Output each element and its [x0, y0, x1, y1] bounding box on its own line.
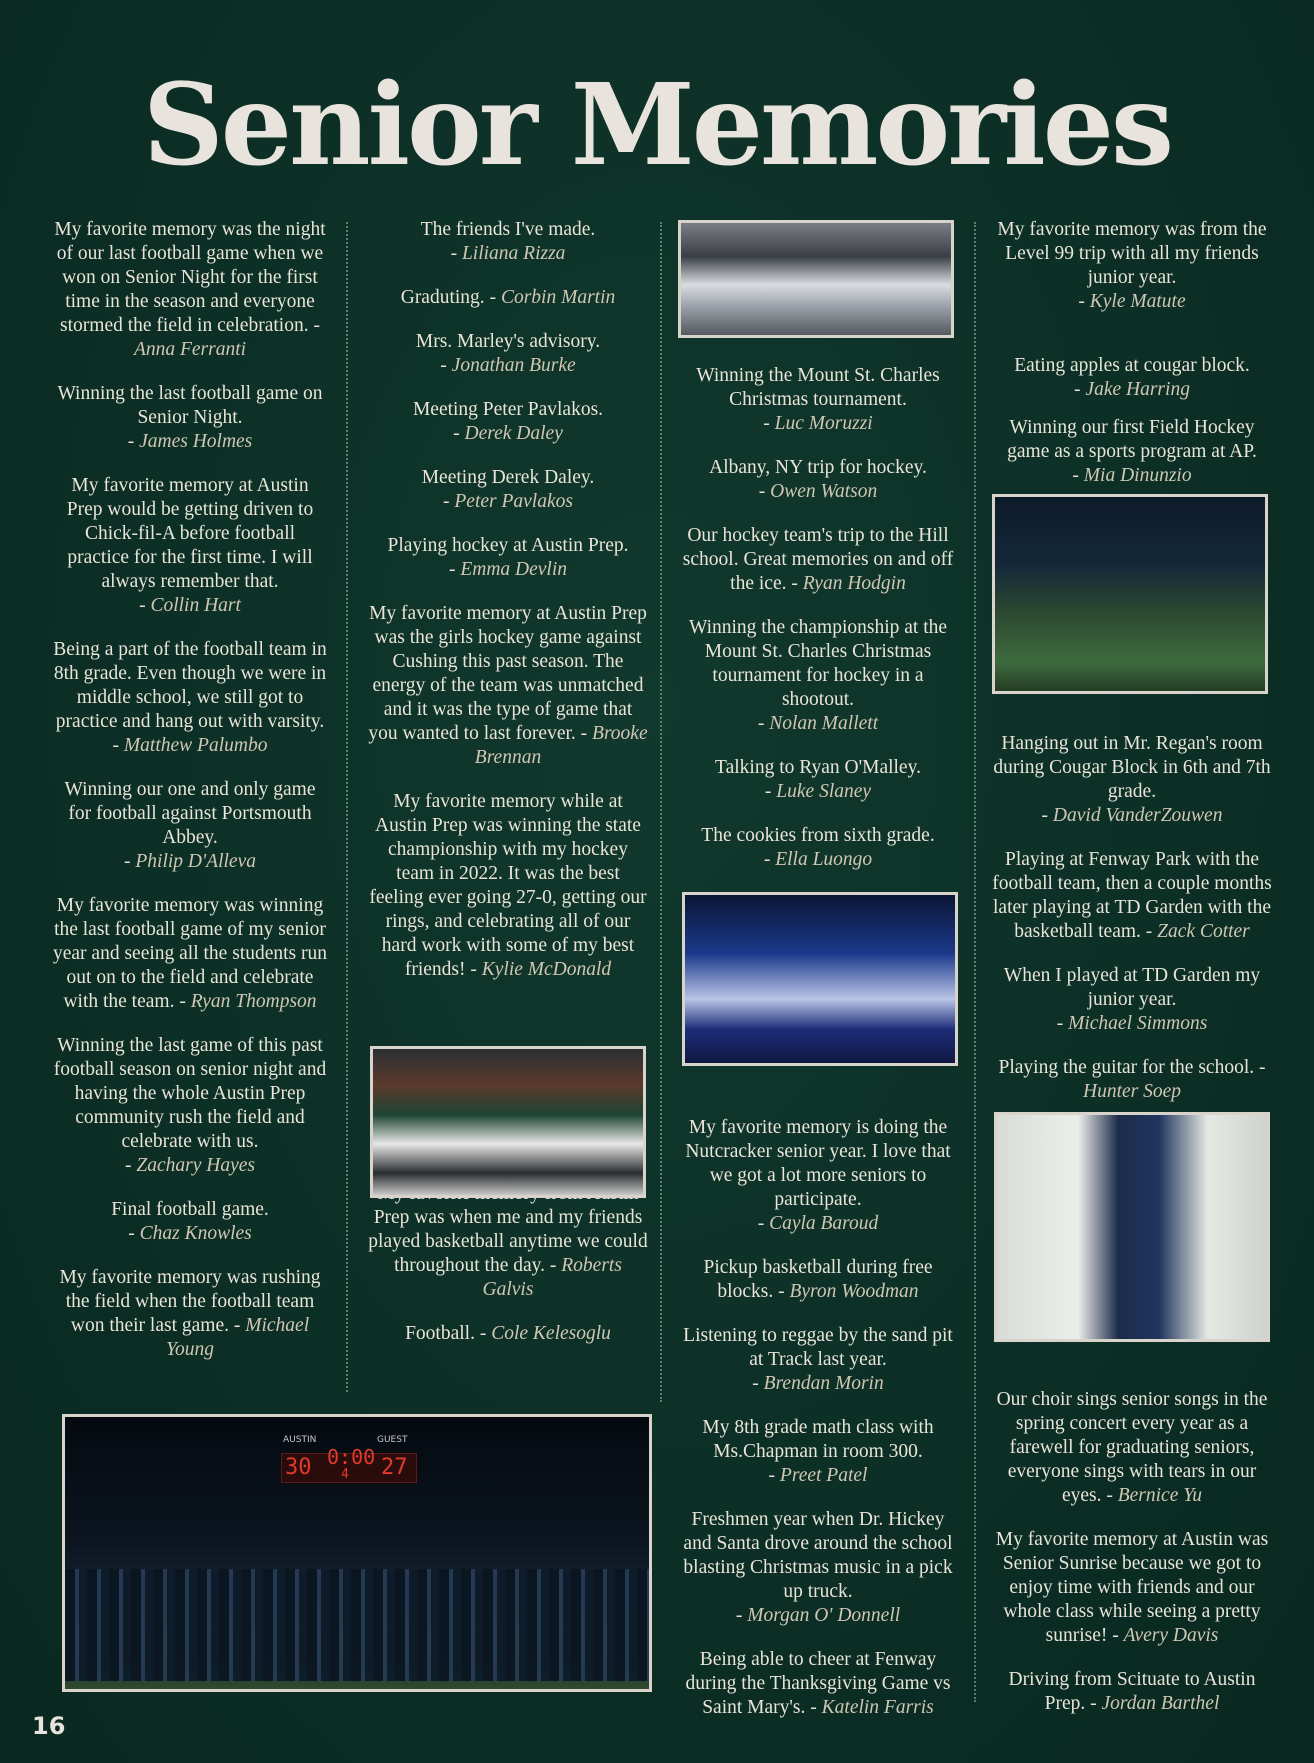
memory-text: Albany, NY trip for hockey. — [709, 457, 927, 478]
memory-item: Winning our one and only game for football against Portsmouth Abbey. - Philip D'Alleva — [64, 779, 316, 872]
memory-text: My favorite memory was rushing the field when the football team won their last game. — [59, 1267, 321, 1336]
girls-hockey-team-photo — [370, 1046, 646, 1198]
memory-text: My 8th grade math class with Ms.Chapman in room 300. — [702, 1417, 934, 1462]
memory-text: My favorite memory at Austin Prep was the girls hockey game against Cushing this past season. The energy of the team was unmatched and it was the type of game that you wanted to last forever. — [368, 603, 647, 744]
memory-item: Being a part of the football team in 8th grade. Even though we were in middle school, we still got to practice and hang out with varsity. - Matthew Palumbo — [53, 639, 327, 756]
memory-author: Cole Kelesoglu — [491, 1323, 611, 1344]
memory-item: My favorite memory at Austin was Senior Sunrise because we got to enjoy time with friends and our whole class while seeing a pretty sunrise! - Avery Davis — [995, 1529, 1269, 1646]
field-hockey-photo — [992, 494, 1268, 694]
memory-author: Philip D'Alleva — [135, 851, 256, 872]
memory-author: Avery Davis — [1123, 1625, 1219, 1646]
memory-text: Meeting Peter Pavlakos. — [412, 399, 604, 420]
memory-text: Meeting Derek Daley. — [421, 467, 595, 488]
memory-text: My favorite memory was from the Level 99 trip with all my friends junior year. — [997, 219, 1267, 288]
memory-author: Luc Moruzzi — [774, 413, 873, 434]
scoreboard-period: 4 — [341, 1467, 349, 1482]
memory-text: Freshmen year when Dr. Hickey and Santa drove around the school blasting Christmas music in a pick up truck. — [683, 1509, 953, 1602]
memory-text: The friends I've made. — [420, 219, 596, 240]
memory-item: Playing at Fenway Park with the football team, then a couple months later playing at TD Garden with the basketball team. - Zack Cotter — [992, 849, 1272, 942]
memory-text: Football. — [405, 1323, 475, 1344]
memory-text: Being a part of the football team in 8th grade. Even though we were in middle school, we still got to practice and hang out with varsity. — [53, 639, 327, 732]
memory-item: Winning the last game of this past football season on senior night and having the whole Austin Prep community rush the field and celebrate with us. - Zachary Hayes — [53, 1035, 327, 1176]
column-divider — [660, 222, 662, 1402]
memory-text: When I played at TD Garden my junior year. — [1003, 965, 1261, 1010]
memory-item: Football. - Cole Kelesoglu — [405, 1323, 611, 1344]
memory-text: Hanging out in Mr. Regan's room during Cougar Block in 6th and 7th grade. — [993, 733, 1271, 802]
memory-author: Morgan O' Donnell — [747, 1605, 901, 1626]
memory-text: Winning our first Field Hockey game as a sports program at AP. — [1007, 417, 1257, 462]
memory-text: Final football game. — [111, 1199, 269, 1220]
memory-author: Roberts Galvis — [482, 1255, 622, 1300]
guitar-performance-photo — [994, 1112, 1270, 1342]
memory-text: My favorite memory is doing the Nutcracker senior year. I love that we got a lot more seniors to participate. — [685, 1117, 951, 1210]
memory-author: Preet Patel — [779, 1465, 868, 1486]
memory-author: Jonathan Burke — [451, 355, 576, 376]
memory-author: Byron Woodman — [789, 1281, 919, 1302]
memories-column-1 — [52, 218, 328, 1398]
memory-item: My favorite memory was winning the last football game of my senior year and seeing all the students run out on to the field and celebrate with the team. - Ryan Thompson — [53, 895, 327, 1012]
scoreboard — [281, 1435, 415, 1539]
memory-text: My favorite memory was the night of our last football game when we won on Senior Night for the first time in the season and everyone stormed the field in celebration. — [54, 219, 326, 336]
memory-author: Hunter Soep — [1082, 1081, 1182, 1102]
memory-item: Mrs. Marley's advisory. - Jonathan Burke — [415, 331, 601, 376]
memory-author: Derek Daley — [464, 423, 563, 444]
memory-item: Listening to reggae by the sand pit at Track last year. - Brendan Morin — [683, 1325, 953, 1394]
memory-text: Being able to cheer at Fenway during the Thanksgiving Game vs Saint Mary's. — [685, 1649, 951, 1718]
memory-author: Nolan Mallett — [769, 713, 879, 734]
column-divider — [346, 222, 348, 1392]
memory-author: Ryan Thompson — [190, 991, 317, 1012]
memory-text: Playing the guitar for the school. — [998, 1057, 1255, 1078]
memory-item: Our hockey team's trip to the Hill school. Great memories on and off the ice. - Ryan Hodgin — [682, 525, 954, 594]
memory-item: Graduting. - Corbin Martin — [400, 287, 616, 308]
scoreboard-home-score: 30 — [285, 1455, 312, 1480]
memory-item: Winning the last football game on Senior Night. - James Holmes — [57, 383, 323, 452]
memory-text: My favorite memory was winning the last football game of my senior year and seeing all the students run out on to the field and celebrate with the team. — [53, 895, 327, 1012]
memory-item: My favorite memory while at Austin Prep was winning the state championship with my hockey team in 2022. It was the best feeling ever going 27-0, getting our rings, and celebrating all of our hard work with some of my best friends! - Kylie McDonald — [369, 791, 647, 980]
memory-text: Winning the last football game on Senior Night. — [57, 383, 323, 428]
memory-text: Winning the championship at the Mount St. Charles Christmas tournament for hockey in a shootout. — [688, 617, 948, 710]
team-group — [65, 1569, 652, 1681]
memory-author: Kylie McDonald — [481, 959, 612, 980]
memory-item: Winning the Mount St. Charles Christmas tournament. - Luc Moruzzi — [696, 365, 940, 434]
memory-author: Michael Simmons — [1068, 1013, 1208, 1034]
memory-item: When I played at TD Garden my junior year. - Michael Simmons — [1003, 965, 1261, 1034]
memory-item: Hanging out in Mr. Regan's room during Cougar Block in 6th and 7th grade. - David VanderZouwen — [993, 733, 1271, 826]
memory-text: My favorite memory at Austin was Senior Sunrise because we got to enjoy time with friends and our whole class while seeing a pretty sunrise! — [995, 1529, 1269, 1646]
memory-author: Emma Devlin — [460, 559, 568, 580]
memory-author: Anna Ferranti — [133, 339, 247, 360]
memory-text: My favorite memory while at Austin Prep was winning the state championship with my hockey team in 2022. It was the best feeling ever going 27-0, getting our rings, and celebrating all of our hard work with some of my best friends! — [369, 791, 647, 980]
memory-item: The cookies from sixth grade. - Ella Luongo — [701, 825, 935, 870]
memory-text: Listening to reggae by the sand pit at Track last year. — [683, 1325, 953, 1370]
memory-text: Playing hockey at Austin Prep. — [387, 535, 629, 556]
memory-author: Jake Harring — [1085, 379, 1190, 400]
memory-author: Katelin Farris — [821, 1697, 934, 1718]
memory-author: Bernice Yu — [1117, 1485, 1203, 1506]
memory-text: Winning our one and only game for football against Portsmouth Abbey. — [64, 779, 316, 848]
memory-author: Ryan Hodgin — [802, 573, 906, 594]
memory-item: Talking to Ryan O'Malley. - Luke Slaney — [715, 757, 921, 802]
memory-author: Jordan Barthel — [1101, 1693, 1220, 1714]
memory-author: Mia Dinunzio — [1083, 465, 1192, 486]
memory-item: Winning our first Field Hockey game as a sports program at AP. - Mia Dinunzio — [1007, 417, 1257, 486]
memory-author: Matthew Palumbo — [123, 735, 268, 756]
memory-text: Winning the last game of this past football season on senior night and having the whole Austin Prep community rush the field and celebrate with us. — [53, 1035, 327, 1152]
memory-text: My favorite memory at Austin Prep would be getting driven to Chick-fil-A before football practice for the first time. I will always remember that. — [66, 475, 314, 592]
memory-author: Kyle Matute — [1089, 291, 1186, 312]
memory-item: My favorite memory was rushing the field when the football team won their last game. - Michael Young — [59, 1267, 321, 1360]
memory-item: My favorite memory was the night of our last football game when we won on Senior Night for the first time in the season and everyone stormed the field in celebration. - Anna Ferranti — [54, 219, 326, 360]
memory-item: My 8th grade math class with Ms.Chapman in room 300. - Preet Patel — [702, 1417, 934, 1486]
scoreboard-guest-score: 27 — [381, 1455, 408, 1480]
memory-author: Michael Young — [165, 1315, 310, 1360]
memory-item: Driving from Scituate to Austin Prep. - Jordan Barthel — [1008, 1669, 1256, 1714]
memory-author: Peter Pavlakos — [454, 491, 573, 512]
memory-item: Prep was when me and my friends played basketball anytime we could throughout the day. - Roberts Galvis — [368, 1182, 648, 1302]
memory-item: Albany, NY trip for hockey. - Owen Watson — [709, 457, 927, 502]
memory-text: Playing at Fenway Park with the football team, then a couple months later playing at TD Garden with the basketball team. — [992, 849, 1272, 942]
memory-item: Playing hockey at Austin Prep. - Emma Devlin — [387, 535, 629, 580]
memory-author: James Holmes — [139, 431, 253, 452]
scoreboard-guest-label: GUEST — [377, 1435, 408, 1445]
memory-author: Chaz Knowles — [139, 1223, 252, 1244]
memory-author: Brendan Morin — [763, 1373, 884, 1394]
memory-item: My favorite memory at Austin Prep would be getting driven to Chick-fil-A before football practice for the first time. I will always remember that. - Collin Hart — [66, 475, 314, 616]
memory-item: My favorite memory is doing the Nutcracker senior year. I love that we got a lot more seniors to participate. - Cayla Baroud — [685, 1117, 951, 1234]
memories-column-4 — [990, 218, 1274, 1734]
memory-item: Our choir sings senior songs in the spring concert every year as a farewell for graduating seniors, everyone sings with tears in our eyes. - Bernice Yu — [996, 1389, 1268, 1506]
football-team-photo — [62, 1414, 652, 1692]
memory-item: Final football game. - Chaz Knowles — [111, 1199, 269, 1244]
memory-item: My favorite memory at Austin Prep was the girls hockey game against Cushing this past season. The energy of the team was unmatched and it was the type of game that you wanted to last forever. - Brooke Brennan — [368, 603, 648, 768]
memory-author: Corbin Martin — [500, 287, 616, 308]
scoreboard-clock: 0:00 — [327, 1445, 376, 1469]
memory-item: Pickup basketball during free blocks. - Byron Woodman — [703, 1257, 933, 1302]
memory-text: The cookies from sixth grade. — [701, 825, 935, 846]
memory-text: Winning the Mount St. Charles Christmas tournament. — [696, 365, 940, 410]
page-title: Senior Memories — [142, 60, 1172, 191]
memory-text: Prep was when me and my friends played basketball anytime we could throughout the day. — [368, 1207, 648, 1276]
hockey-team-photo — [678, 220, 954, 338]
memory-author: Brooke Brennan — [474, 723, 648, 768]
memory-author: Ella Luongo — [775, 849, 873, 870]
page-number: 16 — [32, 1712, 66, 1740]
memory-text: Graduting. — [400, 287, 485, 308]
memory-item: The friends I've made. - Liliana Rizza — [420, 219, 596, 264]
memory-item: My favorite memory was from the Level 99 trip with all my friends junior year. - Kyle Matute — [997, 219, 1267, 312]
memory-author: Luke Slaney — [776, 781, 872, 802]
column-divider — [974, 222, 976, 1702]
nutcracker-dance-photo — [682, 892, 958, 1066]
scoreboard-home-label: AUSTIN — [283, 1435, 317, 1445]
memory-author: Collin Hart — [150, 595, 241, 616]
memory-text: Mrs. Marley's advisory. — [415, 331, 601, 352]
memory-author: Owen Watson — [770, 481, 878, 502]
memory-author: Zack Cotter — [1157, 921, 1250, 942]
memory-text: Driving from Scituate to Austin Prep. — [1008, 1669, 1256, 1714]
memory-text: Our hockey team's trip to the Hill school. Great memories on and off the ice. — [682, 525, 954, 594]
memory-item: Freshmen year when Dr. Hickey and Santa drove around the school blasting Christmas music in a pick up truck. - Morgan O' Donnell — [683, 1509, 953, 1626]
memory-author: Cayla Baroud — [769, 1213, 879, 1234]
memory-text: Eating apples at cougar block. — [1014, 355, 1250, 376]
memory-item: Meeting Derek Daley. - Peter Pavlakos — [421, 467, 595, 512]
memory-item: Winning the championship at the Mount St. Charles Christmas tournament for hockey in a shootout. - Nolan Mallett — [688, 617, 948, 734]
memory-item: Meeting Peter Pavlakos. - Derek Daley — [412, 399, 604, 444]
memory-author: Liliana Rizza — [461, 243, 566, 264]
memory-text: Talking to Ryan O'Malley. — [715, 757, 921, 778]
memory-text: Pickup basketball during free blocks. — [703, 1257, 933, 1302]
memory-item: Being able to cheer at Fenway during the Thanksgiving Game vs Saint Mary's. - Katelin Farris — [685, 1649, 951, 1718]
memory-item: Eating apples at cougar block. - Jake Harring — [1014, 355, 1250, 400]
memory-author: Zachary Hayes — [136, 1155, 255, 1176]
memory-text: Our choir sings senior songs in the spring concert every year as a farewell for graduating seniors, everyone sings with tears in our eyes. — [996, 1389, 1268, 1506]
memory-author: David VanderZouwen — [1052, 805, 1223, 826]
memory-item: Playing the guitar for the school. - Hunter Soep — [998, 1057, 1266, 1102]
